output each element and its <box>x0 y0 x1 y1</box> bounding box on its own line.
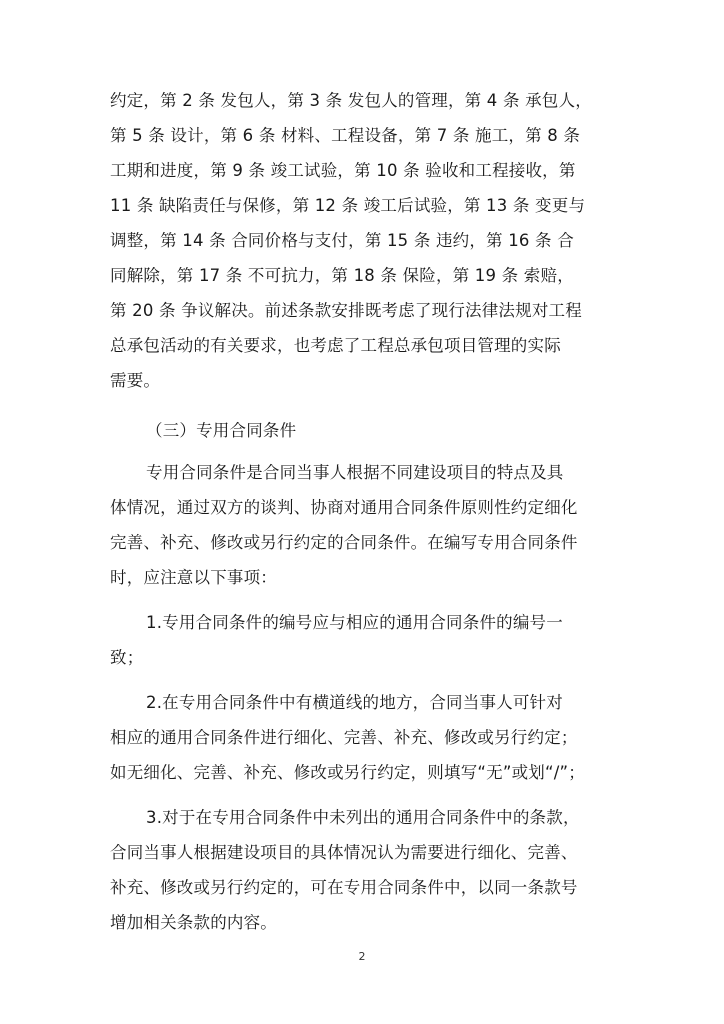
page-number: 2 <box>358 950 366 963</box>
text-line: 第 20 条 争议解决。前述条款安排既考虑了现行法律法规对工程 <box>110 301 582 320</box>
text-line: 调整，第 14 条 合同价格与支付，第 15 条 违约，第 16 条 合 <box>110 231 574 250</box>
list-item: 3.对于在专用合同条件中未列出的通用合同条件中的条款， <box>146 808 580 827</box>
text-line: 第 5 条 设计，第 6 条 材料、工程设备，第 7 条 施工，第 8 条 <box>110 126 581 145</box>
text-line: 同解除，第 17 条 不可抗力，第 18 条 保险，第 19 条 索赔， <box>110 266 574 285</box>
text-line: 补充、修改或另行约定的，可在专用合同条件中，以同一条款号 <box>110 878 578 897</box>
text-line: 致； <box>110 648 144 667</box>
list-item: 1.专用合同条件的编号应与相应的通用合同条件的编号一 <box>146 613 563 632</box>
text-line: 相应的通用合同条件进行细化、完善、补充、修改或另行约定； <box>110 728 578 747</box>
text-line: 需要。 <box>110 371 161 390</box>
text-line: 时，应注意以下事项： <box>110 568 277 587</box>
section-heading: （三）专用合同条件 <box>146 421 297 440</box>
text-line: 合同当事人根据建设项目的具体情况认为需要进行细化、完善、 <box>110 843 578 862</box>
list-item: 2.在专用合同条件中有横道线的地方，合同当事人可针对 <box>146 693 563 712</box>
text-line: 工期和进度，第 9 条 竣工试验，第 10 条 验收和工程接收，第 <box>110 161 576 180</box>
text-line: 增加相关条款的内容。 <box>110 913 277 932</box>
text-line: 体情况，通过双方的谈判、协商对通用合同条件原则性约定细化 <box>110 498 578 517</box>
text-line: 11 条 缺陷责任与保修，第 12 条 竣工后试验，第 13 条 变更与 <box>110 196 586 215</box>
text-line: 约定，第 2 条 发包人，第 3 条 发包人的管理，第 4 条 承包人， <box>110 91 592 110</box>
text-line: 完善、补充、修改或另行约定的合同条件。在编写专用合同条件 <box>110 533 578 552</box>
text-line: 如无细化、完善、补充、修改或另行约定，则填写“无”或划“/”； <box>110 763 585 782</box>
text-line: 总承包活动的有关要求，也考虑了工程总承包项目管理的实际 <box>110 336 561 355</box>
text-line: 专用合同条件是合同当事人根据不同建设项目的特点及具 <box>146 463 564 482</box>
